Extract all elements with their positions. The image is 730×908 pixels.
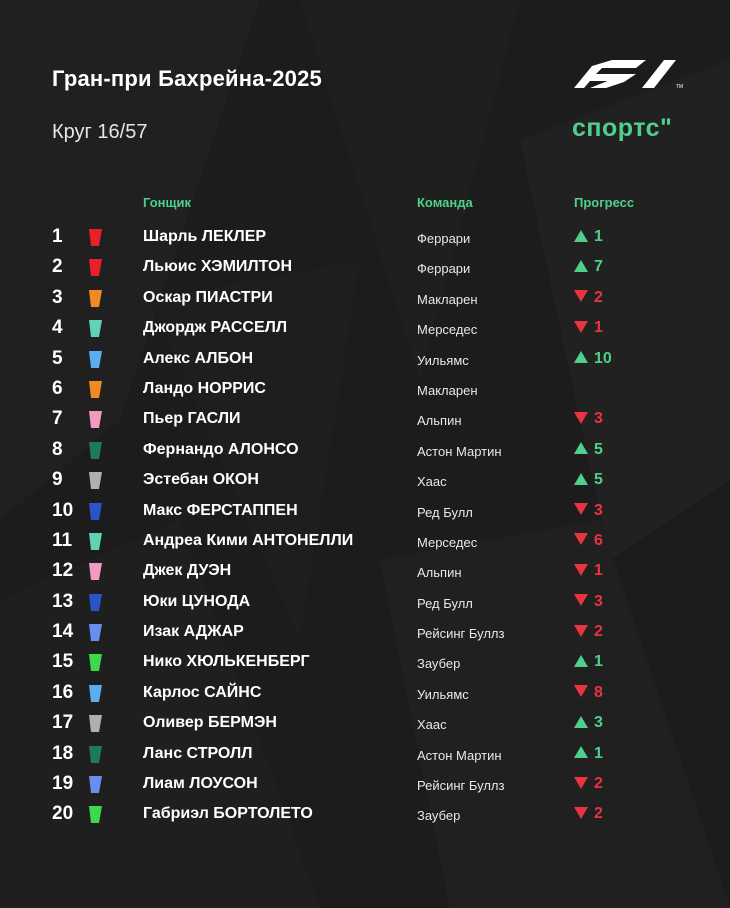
team-color-flag-icon	[89, 259, 102, 276]
team-name: Хаас	[417, 474, 447, 490]
team-name: Астон Мартин	[417, 747, 502, 763]
driver-name: Андреа Кими АНТОНЕЛЛИ	[143, 531, 354, 549]
position-number: 13	[52, 590, 74, 612]
position-number: 10	[52, 499, 74, 521]
table-row	[0, 313, 730, 343]
table-row	[0, 556, 730, 586]
team-name: Уильямс	[417, 686, 469, 702]
position-change: 7	[594, 258, 603, 276]
table-row	[0, 678, 730, 708]
driver-name: Макс ФЕРСТАППЕН	[143, 501, 298, 519]
position-change: 6	[594, 531, 603, 549]
position-number: 1	[52, 226, 63, 247]
position-number: 3	[52, 286, 63, 308]
team-name: Рейсинг Буллз	[417, 626, 505, 642]
team-name: Макларен	[417, 291, 478, 307]
table-row	[0, 496, 730, 526]
team-name: Уильямс	[417, 352, 469, 368]
sport-logo: спортс"	[572, 114, 673, 142]
team-name: Заубер	[417, 808, 461, 824]
position-change: 2	[594, 623, 603, 641]
position-change: 1	[594, 653, 603, 671]
arrow-down-icon	[574, 685, 588, 697]
team-name: Хаас	[417, 717, 447, 733]
position-change: 2	[594, 775, 603, 793]
position-number: 6	[52, 377, 63, 399]
team-color-flag-icon	[89, 624, 102, 641]
table-row	[0, 647, 730, 677]
svg-text:TM: TM	[676, 84, 684, 90]
progress-indicator	[574, 319, 603, 339]
arrow-up-icon	[574, 230, 588, 242]
team-color-flag-icon	[89, 563, 102, 580]
arrow-up-icon	[574, 351, 588, 363]
driver-name: Шарль ЛЕКЛЕР	[143, 228, 267, 245]
progress-indicator	[574, 653, 603, 673]
position-number: 11	[52, 529, 73, 551]
arrow-up-icon	[574, 442, 588, 454]
driver-name: Пьер ГАСЛИ	[143, 410, 241, 428]
table-row	[0, 587, 730, 617]
arrow-up-icon	[574, 260, 588, 272]
arrow-up-icon	[574, 473, 588, 485]
progress-indicator	[574, 502, 603, 522]
driver-name: Эстебан ОКОН	[143, 471, 259, 489]
team-color-flag-icon	[89, 533, 102, 550]
position-change: 3	[594, 592, 603, 610]
position-change: 3	[594, 501, 603, 519]
position-change: 8	[594, 683, 603, 701]
driver-name: Ланс СТРОЛЛ	[143, 744, 253, 762]
lap-counter: Круг 16/57	[52, 121, 148, 143]
team-color-flag-icon	[89, 654, 102, 671]
progress-indicator	[574, 714, 603, 734]
progress-indicator	[574, 623, 603, 643]
progress-indicator	[574, 289, 603, 309]
page-title: Гран-при Бахрейна-2025	[52, 66, 322, 91]
driver-name: Лиам ЛОУСОН	[143, 775, 258, 793]
team-color-flag-icon	[89, 594, 102, 611]
team-color-flag-icon	[89, 685, 102, 702]
progress-indicator	[574, 593, 603, 613]
driver-name: Юки ЦУНОДА	[143, 592, 251, 610]
driver-name: Оскар ПИАСТРИ	[143, 288, 273, 306]
position-change: 3	[594, 410, 603, 428]
standings-list	[0, 222, 730, 830]
position-number: 7	[52, 408, 63, 430]
progress-indicator	[574, 228, 603, 248]
arrow-up-icon	[574, 746, 588, 758]
driver-name: Изак АДЖАР	[143, 623, 244, 641]
arrow-down-icon	[574, 533, 588, 545]
progress-indicator	[574, 441, 603, 461]
team-name: Астон Мартин	[417, 443, 502, 459]
arrow-down-icon	[574, 412, 588, 424]
progress-indicator	[574, 532, 603, 552]
arrow-down-icon	[574, 503, 588, 515]
position-number: 12	[52, 560, 74, 582]
position-number: 5	[52, 347, 63, 369]
team-name: Заубер	[417, 656, 461, 672]
team-color-flag-icon	[89, 472, 102, 489]
position-number: 17	[52, 712, 74, 734]
team-color-flag-icon	[89, 381, 102, 398]
arrow-down-icon	[574, 564, 588, 576]
team-name: Феррари	[417, 261, 471, 277]
arrow-up-icon	[574, 655, 588, 667]
driver-name: Алекс АЛБОН	[143, 349, 254, 367]
table-row	[0, 708, 730, 738]
table-row	[0, 435, 730, 465]
progress-indicator	[574, 684, 603, 704]
position-change: 5	[594, 471, 603, 489]
arrow-up-icon	[574, 716, 588, 728]
position-number: 8	[52, 438, 63, 460]
progress-indicator	[574, 562, 603, 582]
driver-name: Ландо НОРРИС	[143, 379, 266, 397]
team-color-flag-icon	[89, 229, 102, 246]
table-row	[0, 404, 730, 434]
table-row	[0, 344, 730, 374]
team-color-flag-icon	[89, 715, 102, 732]
table-row	[0, 374, 730, 404]
table-row	[0, 465, 730, 495]
position-change: 1	[594, 562, 603, 580]
position-change: 1	[594, 319, 603, 337]
team-name: Альпин	[417, 565, 462, 581]
driver-name: Габриэл БОРТОЛЕТО	[143, 805, 313, 823]
driver-name: Льюис ХЭМИЛТОН	[143, 258, 292, 276]
team-color-flag-icon	[89, 290, 102, 307]
driver-name: Джордж РАССЕЛЛ	[143, 319, 288, 337]
column-header-team: Команда	[417, 195, 473, 210]
table-row	[0, 617, 730, 647]
progress-indicator	[574, 350, 612, 370]
position-change: 2	[594, 288, 603, 306]
table-row	[0, 252, 730, 282]
position-number: 19	[52, 773, 74, 795]
team-color-flag-icon	[89, 746, 102, 763]
position-number: 2	[52, 256, 63, 278]
table-row	[0, 739, 730, 769]
progress-indicator	[574, 745, 603, 765]
progress-indicator	[574, 805, 603, 825]
arrow-down-icon	[574, 625, 588, 637]
team-name: Мерседес	[417, 322, 478, 338]
table-row	[0, 799, 730, 829]
progress-indicator	[574, 775, 603, 795]
position-number: 18	[52, 742, 74, 764]
driver-name: Оливер БЕРМЭН	[143, 714, 277, 732]
team-color-flag-icon	[89, 442, 102, 459]
team-color-flag-icon	[89, 776, 102, 793]
column-header-progress: Прогресс	[574, 195, 635, 210]
arrow-down-icon	[574, 807, 588, 819]
team-color-flag-icon	[89, 806, 102, 823]
position-change: 10	[594, 349, 612, 367]
f1-logo-icon	[572, 58, 684, 90]
progress-indicator	[574, 258, 603, 278]
arrow-down-icon	[574, 594, 588, 606]
position-number: 9	[52, 469, 63, 491]
position-number: 16	[52, 681, 74, 703]
position-number: 14	[52, 621, 74, 643]
team-name: Мерседес	[417, 534, 478, 550]
arrow-down-icon	[574, 777, 588, 789]
team-name: Ред Булл	[417, 595, 473, 611]
driver-name: Джек ДУЭН	[143, 562, 232, 580]
arrow-down-icon	[574, 321, 588, 333]
driver-name: Нико ХЮЛЬКЕНБЕРГ	[143, 653, 310, 671]
position-change: 5	[594, 440, 603, 458]
column-header-driver: Гонщик	[143, 195, 191, 210]
position-number: 20	[52, 803, 74, 825]
position-change: 2	[594, 805, 603, 823]
driver-name: Фернандо АЛОНСО	[143, 440, 299, 458]
team-color-flag-icon	[89, 503, 102, 520]
progress-indicator	[574, 471, 603, 491]
team-color-flag-icon	[89, 351, 102, 368]
progress-indicator	[574, 410, 603, 430]
table-row	[0, 222, 730, 252]
table-row	[0, 283, 730, 313]
position-change: 3	[594, 714, 603, 732]
arrow-down-icon	[574, 290, 588, 302]
team-name: Альпин	[417, 413, 462, 429]
table-row	[0, 526, 730, 556]
position-change: 1	[594, 744, 603, 762]
team-name: Феррари	[417, 231, 471, 246]
team-color-flag-icon	[89, 411, 102, 428]
driver-name: Карлос САЙНС	[143, 683, 262, 701]
position-change: 1	[594, 228, 603, 245]
position-number: 15	[52, 651, 74, 673]
team-name: Макларен	[417, 382, 478, 398]
team-color-flag-icon	[89, 320, 102, 337]
table-row	[0, 769, 730, 799]
team-name: Рейсинг Буллз	[417, 778, 505, 794]
team-name: Ред Булл	[417, 504, 473, 520]
position-number: 4	[52, 317, 63, 339]
